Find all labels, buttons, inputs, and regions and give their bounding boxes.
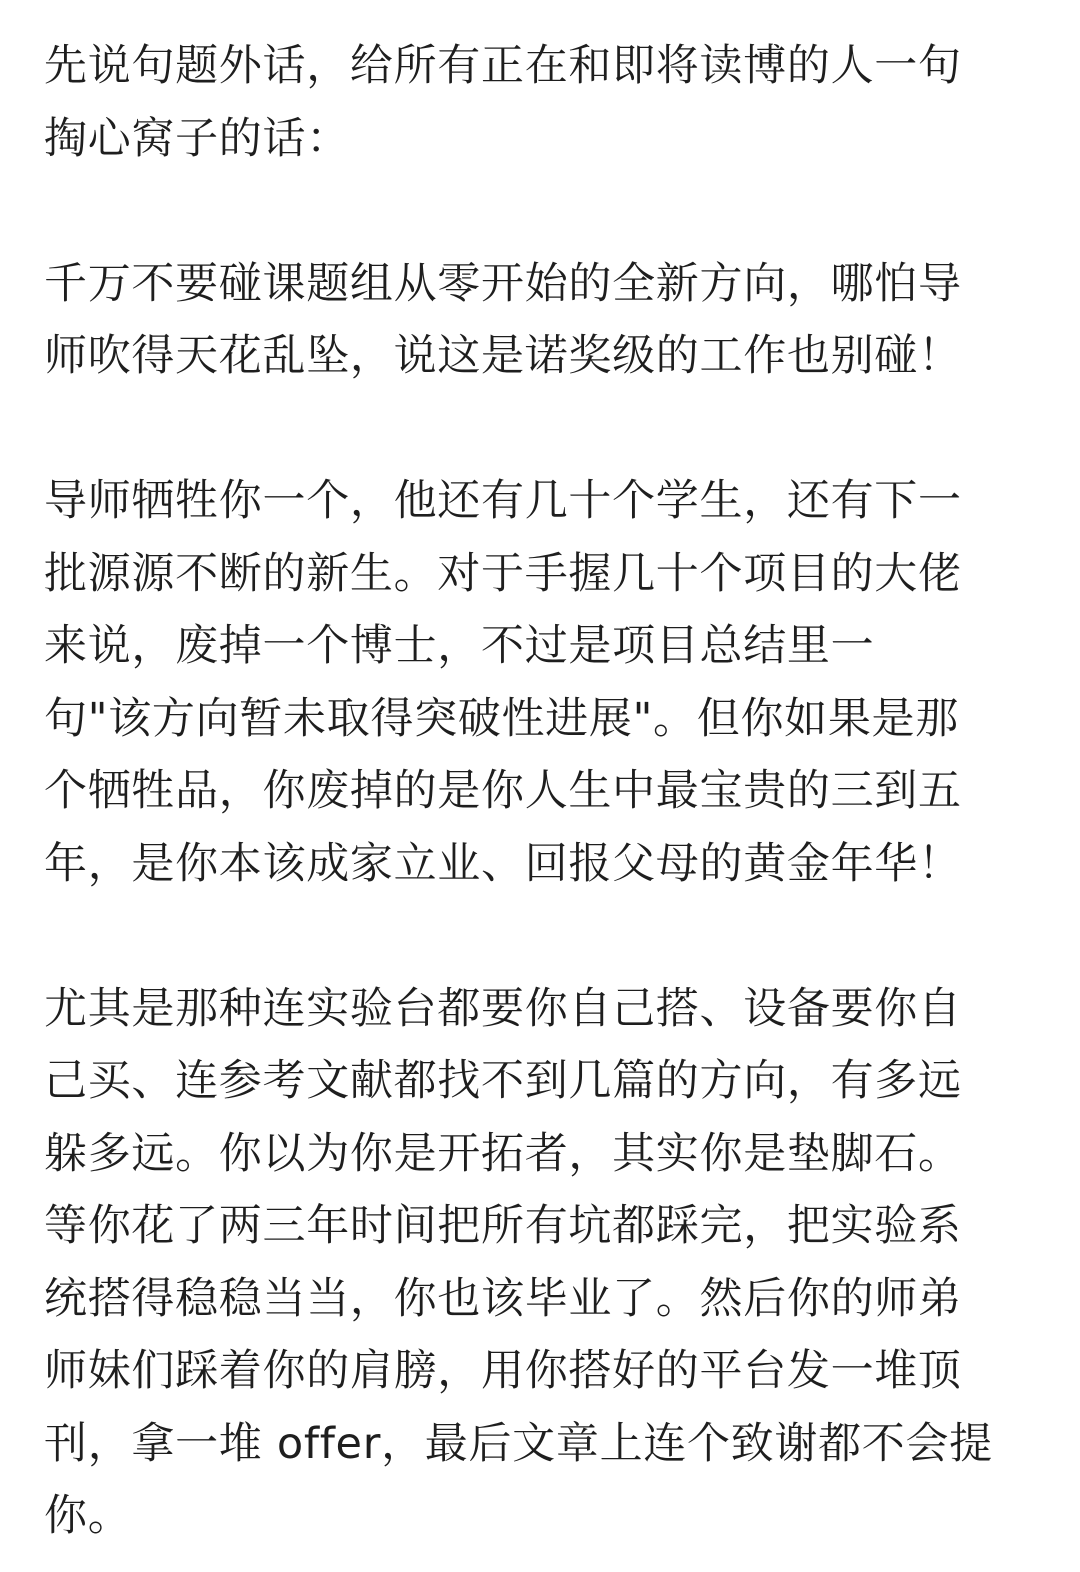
text-line: 掏心窝子的话： [44, 113, 350, 164]
text-line: 师妹们踩着你的肩膀，用你搭好的平台发一堆顶 [44, 1346, 962, 1396]
text-line: 躲多远。你以为你是开拓者，其实你是垫脚石。 [44, 1128, 962, 1179]
text-line: 批源源不断的新生。对于手握几十个项目的大佬 [44, 548, 962, 599]
text-line: 导师牺牲你一个，他还有几十个学生，还有下一 [44, 476, 962, 526]
paragraph-stepping-stone [44, 973, 1036, 1553]
paragraph-sacrifice [44, 465, 1036, 900]
text-line: 个牺牲品，你废掉的是你人生中最宝贵的三到五 [44, 766, 962, 816]
paragraph-warning [44, 248, 1036, 393]
text-line: 统搭得稳稳当当，你也该毕业了。然后你的师弟 [44, 1273, 962, 1324]
text-line: 年，是你本该成家立业、回报父母的黄金年华！ [44, 838, 962, 889]
text-line: 句"该方向暂未取得突破性进展"。但你如果是那 [44, 693, 959, 744]
paragraph-intro [44, 30, 1036, 175]
text-line: 己买、连参考文献都找不到几篇的方向，有多远 [44, 1056, 962, 1106]
text-line: 师吹得天花乱坠，说这是诺奖级的工作也别碰！ [44, 331, 962, 381]
text-line: 等你花了两三年时间把所有坑都踩完，把实验系 [44, 1201, 962, 1251]
text-line: 刊，拿一堆 offer，最后文章上连个致谢都不会提 [44, 1418, 993, 1469]
text-line: 你。 [44, 1491, 132, 1541]
text-line: 尤其是那种连实验台都要你自己搭、设备要你自 [44, 983, 962, 1034]
text-line: 先说句题外话，给所有正在和即将读博的人一句 [44, 41, 962, 91]
text-line: 千万不要碰课题组从零开始的全新方向，哪怕导 [44, 258, 962, 309]
text-line: 来说，废掉一个博士，不过是项目总结里一 [44, 621, 875, 671]
article-body [44, 30, 1036, 1553]
